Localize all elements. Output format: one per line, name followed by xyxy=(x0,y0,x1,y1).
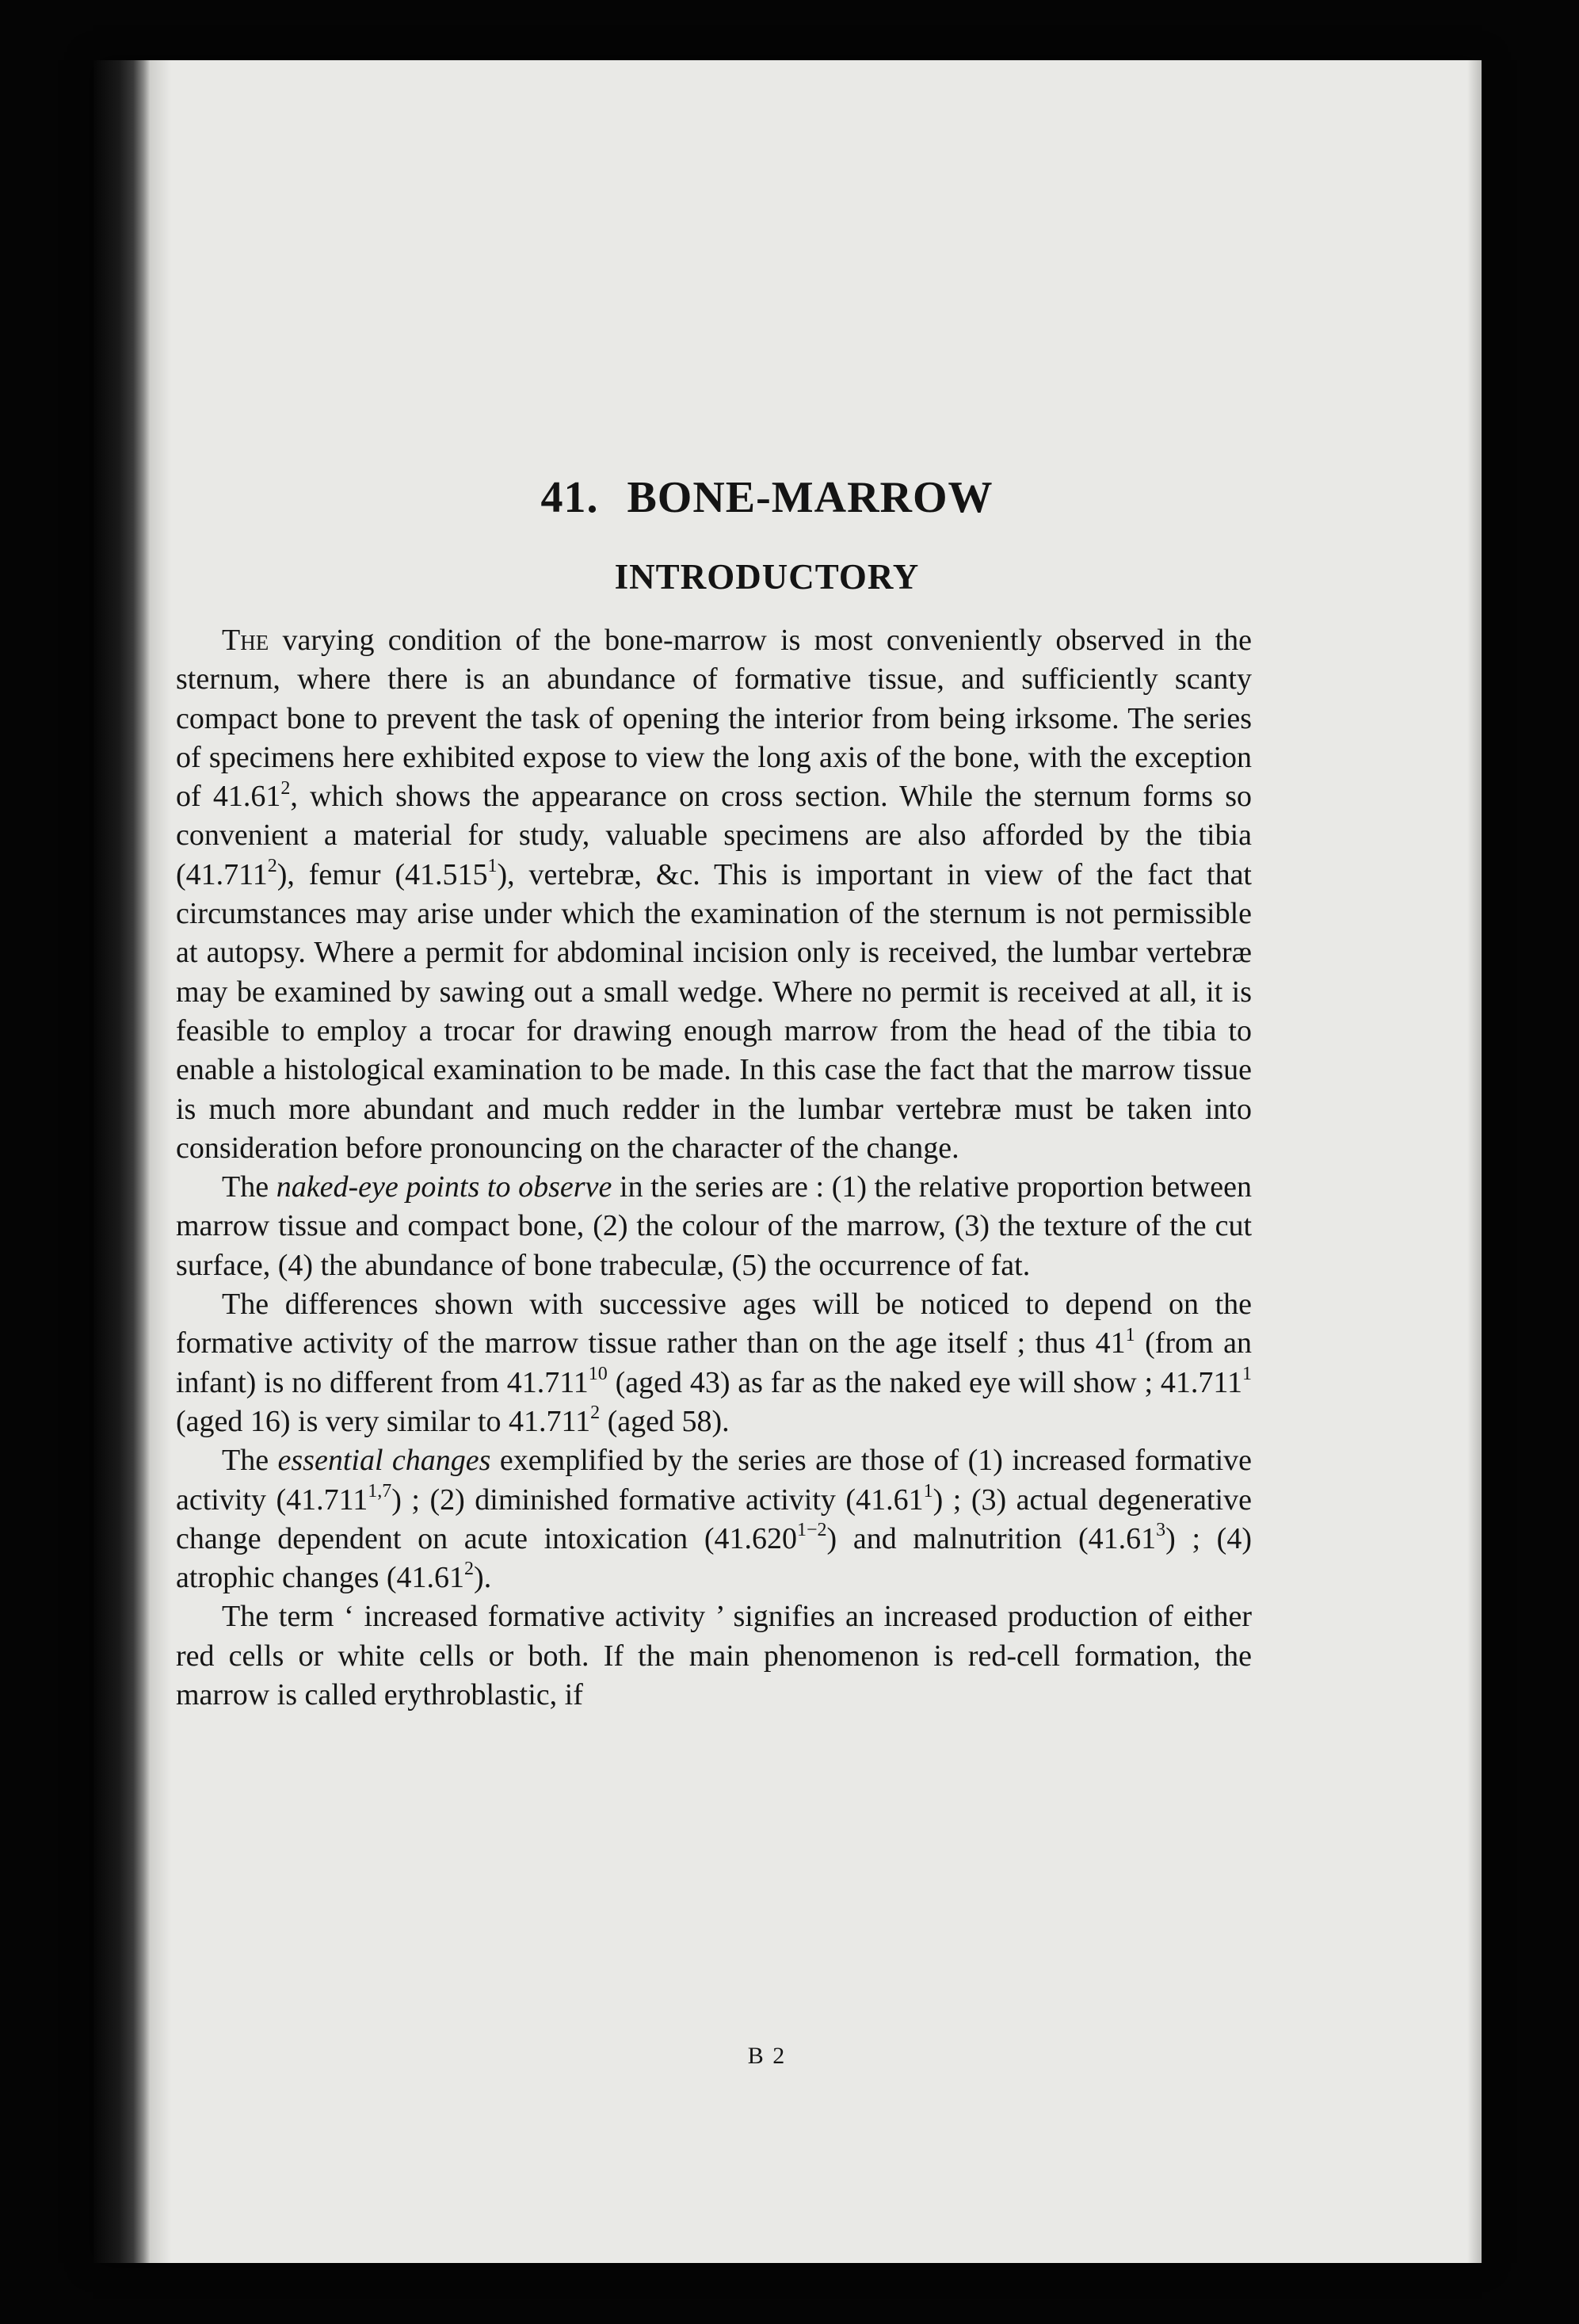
superscript-reference: 2 xyxy=(280,777,291,799)
text-run: The xyxy=(222,1170,277,1204)
text-run: ) ; (3) actual degenerative change dependent on acute intoxication (41.620 xyxy=(176,1483,1252,1555)
superscript-reference: 1 xyxy=(1125,1324,1135,1345)
italic-phrase: naked-eye points to observe xyxy=(276,1170,612,1204)
chapter-heading xyxy=(220,472,1314,523)
paragraph xyxy=(176,1285,1252,1441)
superscript-reference: 10 xyxy=(588,1363,608,1384)
page-binding-shadow xyxy=(93,60,151,2263)
italic-phrase: essential changes xyxy=(277,1444,491,1478)
text-run: exemplified by the series are those of (1) increased formative activity (41.711 xyxy=(176,1444,1252,1517)
superscript-reference: 2 xyxy=(464,1559,475,1580)
text-run: The term ‘ increased formative activity ’ signifies an increased production of either red cells or white cells or both. If the main phenomenon is red-cell formation, the marrow is called erythroblastic, if xyxy=(176,1600,1252,1712)
superscript-reference: 1 xyxy=(487,856,498,877)
text-run: (aged 16) is very similar to 41.711 xyxy=(176,1404,591,1438)
superscript-reference: 1−2 xyxy=(796,1520,827,1541)
superscript-reference: 1,7 xyxy=(368,1480,392,1502)
text-run: ). xyxy=(474,1561,492,1595)
superscript-reference: 3 xyxy=(1156,1520,1166,1541)
book-page xyxy=(93,60,1482,2263)
chapter-number: 41. xyxy=(540,473,599,522)
page-gutter xyxy=(151,60,171,2263)
text-run: ) ; (4) atrophic changes (41.61 xyxy=(176,1521,1252,1595)
text-run: varying condition of the bone-marrow is most conveniently observed in the sternum, where there is an abundance of formative tissue, and sufficiently scanty compact bone to prevent the task of opening the interior from being irksome. The series of specimens here exhibited expose to view the long axis of the bone, with the exception of 41.61 xyxy=(176,624,1252,814)
chapter-title: BONE-MARROW xyxy=(627,473,994,522)
text-run: in the series are : (1) the relative proportion between marrow tissue and compact bone, (2) the colour of the marrow, (3) the texture of the cut surface, (4) the abundance of bone trabeculæ, (5) the occurrence of fat. xyxy=(176,1170,1252,1282)
superscript-reference: 1 xyxy=(1242,1363,1252,1384)
paragraph xyxy=(176,621,1252,1168)
text-run: The differences shown with successive ages will be noticed to depend on the formative activity of the marrow tissue rather than on the age itself ; thus 41 xyxy=(176,1288,1252,1360)
superscript-reference: 1 xyxy=(923,1480,933,1502)
superscript-reference: 2 xyxy=(590,1402,601,1424)
body-text xyxy=(176,621,1252,1715)
text-run: (from an infant) is no different from 41.711 xyxy=(176,1326,1252,1399)
text-run: ), femur (41.515 xyxy=(277,857,488,891)
signature-mark: B 2 xyxy=(747,2043,787,2069)
text-run: ) and malnutrition (41.61 xyxy=(826,1521,1157,1555)
paragraph xyxy=(176,1441,1252,1597)
paragraph xyxy=(176,1597,1252,1715)
section-heading: INTRODUCTORY xyxy=(614,557,920,597)
opening-word: The xyxy=(222,624,269,657)
paragraph xyxy=(176,1168,1252,1285)
text-run: The xyxy=(222,1444,278,1478)
superscript-reference: 2 xyxy=(267,856,277,877)
text-run: ) ; (2) diminished formative activity (41.61 xyxy=(391,1483,924,1517)
page-right-edge xyxy=(1467,60,1482,2263)
text-run: (aged 43) as far as the naked eye will show ; 41.711 xyxy=(607,1365,1242,1399)
text-run: , which shows the appearance on cross section. While the sternum forms so convenient a material for study, valuable specimens are also afforded by the tibia (41.711 xyxy=(176,780,1253,891)
text-run: ), vertebræ, &c. This is important in view of the fact that circumstances may arise under which the examination of the sternum is not permissible at autopsy. Where a permit for abdominal incision only is received, the lumbar vertebræ may be examined by sawing out a small wedge. Where no permit is received at all, it is feasible to employ a trocar for drawing enough marrow from the head of the tibia to enable a histological examination to be made. In this case the fact that the marrow tissue is much more abundant and much redder in the lumbar vertebræ must be taken into consideration before pronouncing on the character of the change. xyxy=(176,857,1252,1165)
text-run: (aged 58). xyxy=(600,1404,730,1438)
